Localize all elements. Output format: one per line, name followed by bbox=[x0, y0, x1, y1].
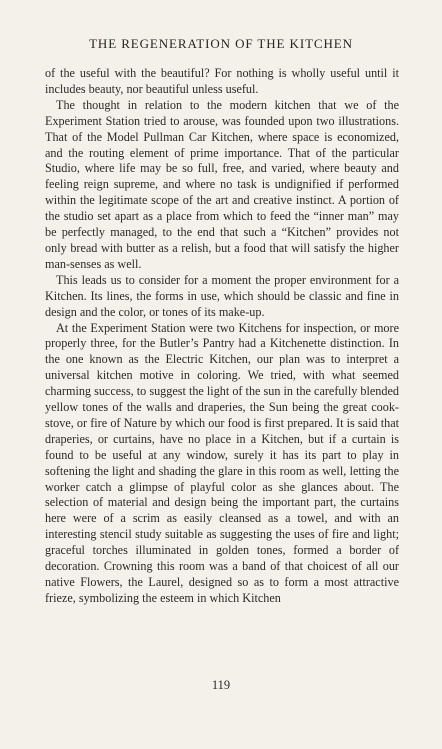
paragraph-experiment-station: The thought in relation to the modern kitchen that we of the Experiment Station tried to arouse, was founded upon two illustrations. That of the Model Pullman Car Kitchen, where space is economized, and the routing element of prime importance. That of the particular Studio, where life may be so full, free, and varied, where beauty and feeling reign supreme, and where no task is undignified if performed within the legitimate scope of the art and creative instinct. A portion of the studio set apart as a place from which to feed the “inner man” may be perfectly managed, to the end that such a “Kitchen” provides not only bread with butter as a relish, but a food that will satisfy the higher man-senses as well. bbox=[45, 97, 399, 271]
page-body bbox=[45, 66, 399, 607]
running-header: THE REGENERATION OF THE KITCHEN bbox=[89, 36, 353, 51]
paragraph-continuation: of the useful with the beautiful? For nothing is wholly useful until it includes beauty, nor beautiful unless useful. bbox=[45, 66, 399, 96]
paragraph-two-kitchens: At the Experiment Station were two Kitchens for inspection, or more properly three, for the Butler’s Pantry had a Kitchenette distinction. In the one known as the Electric Kitchen, our plan was to interpret a universal kitchen motive in coloring. We tried, with what seemed charming success, to suggest the light of the sun in the carefully blended yellow tones of the walls and draperies, the Sun being the great cook-stove, or fire of Nature by which our food is first prepared. It is said that draperies, or curtains, have no place in a Kitchen, but if a curtain is found to be useful at any window, surely it has its part to play in softening the light and shading the glare in this room as well, letting the worker catch a glimpse of playful color as she glances about. The selection of material and design being the important part, the curtains here were of a scrim as easily cleansed as a towel, and with an interesting stencil study suitable as suggesting the uses of fire and light; graceful torches illuminated in golden tones, formed a border of decoration. Crowning this room was a band of that choicest of all our native Flowers, the Laurel, designed so as to form a most attractive frieze, symbolizing the esteem in which Kitchen bbox=[45, 320, 399, 605]
page-number: 119 bbox=[211, 678, 231, 692]
paragraph-environment: This leads us to consider for a moment the proper environment for a Kitchen. Its lines, the forms in use, which should be classic and fine in design and the color, or tones of its make-up. bbox=[45, 272, 399, 319]
